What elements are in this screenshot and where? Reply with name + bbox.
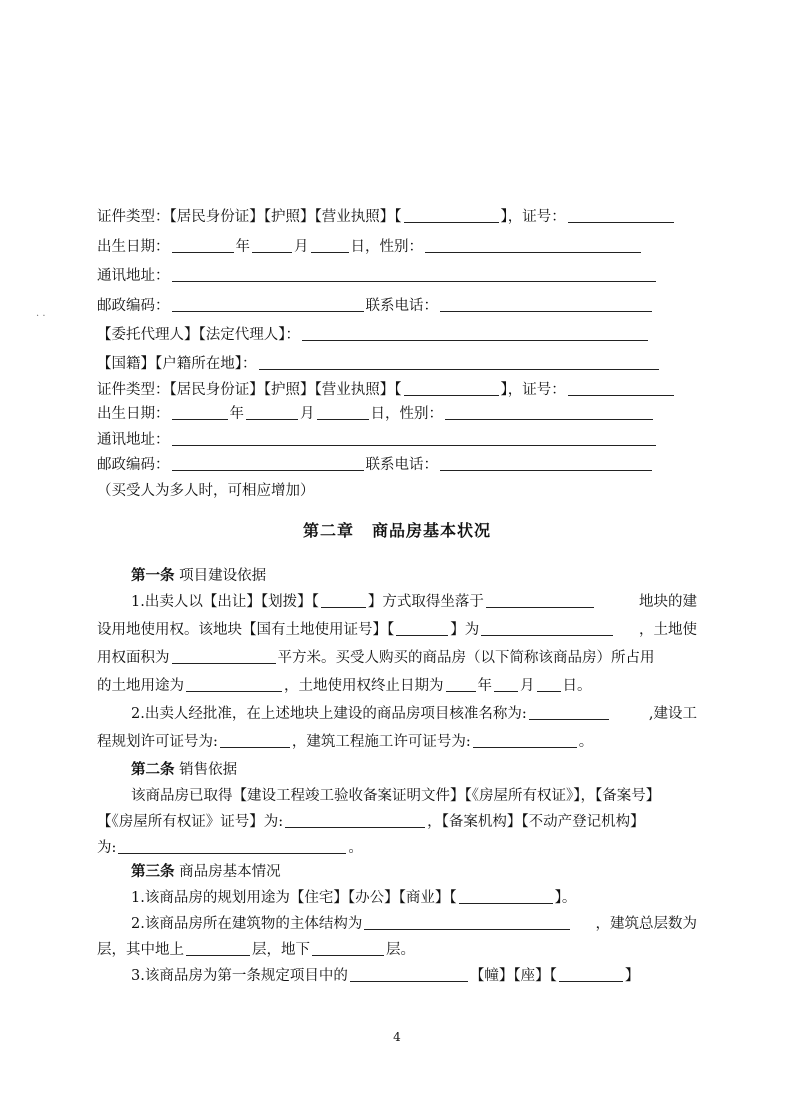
text: 】，证号： (500, 382, 566, 398)
article-3-para-2 (131, 914, 697, 934)
text: 年 (229, 406, 244, 422)
birth-date-line-1 (97, 237, 754, 257)
article-1-para-3 (97, 648, 754, 668)
blank[interactable] (396, 620, 448, 636)
text: 1.该商品房的规划用途为【住宅】【办公】【商业】【 (131, 890, 457, 906)
text: ，土地使用权终止日期为 (284, 678, 444, 694)
blank[interactable] (440, 296, 652, 312)
article-3-para-1 (131, 888, 754, 908)
blank[interactable] (252, 237, 292, 253)
text: 【幢】【座】【 (469, 968, 557, 984)
blank[interactable] (440, 455, 652, 471)
birth-date-line-2 (97, 404, 754, 424)
text: 邮政编码： (97, 298, 170, 314)
text: 层，地下 (252, 942, 310, 958)
text: 层，其中地上 (97, 942, 184, 958)
blank[interactable] (172, 296, 364, 312)
multiple-buyers-note: （买受人为多人时，可相应增加） (97, 483, 315, 499)
blank[interactable] (172, 455, 364, 471)
blank[interactable] (529, 704, 609, 720)
article-2-para-3 (97, 838, 754, 858)
blank[interactable] (425, 237, 641, 253)
blank[interactable] (172, 430, 656, 446)
blank[interactable] (118, 838, 346, 854)
text: 。 (578, 734, 594, 750)
text: 3.该商品房为第一条规定项目中的 (131, 968, 348, 984)
blank[interactable] (311, 237, 349, 253)
id-type-line-2 (97, 380, 754, 400)
id-type-line-1 (97, 207, 754, 227)
blank[interactable] (404, 207, 499, 223)
text: 年 (235, 239, 250, 255)
text: 2.该商品房所在建筑物的主体结构为 (131, 916, 363, 932)
blank[interactable] (220, 732, 290, 748)
blank[interactable] (285, 812, 425, 828)
text: 通讯地址： (97, 432, 170, 448)
text: 设用地使用权。该地块【国有土地使用证号】【 (97, 622, 395, 638)
blank[interactable] (445, 404, 653, 420)
article-1-title (131, 566, 754, 586)
text: 日。 (562, 678, 592, 694)
text: 】。 (554, 890, 577, 906)
blank[interactable] (486, 592, 594, 608)
text: ，建筑总层数为 (595, 916, 697, 932)
article-1-para-6 (97, 732, 754, 752)
blank[interactable] (186, 676, 282, 692)
article-3-para-3 (97, 940, 754, 960)
blank[interactable] (568, 207, 674, 223)
chapter-heading (0, 520, 794, 542)
article-2-title (131, 760, 754, 780)
text: 的土地用途为 (97, 678, 184, 694)
blank[interactable] (459, 888, 553, 904)
text: 程规划许可证号为: (97, 734, 218, 750)
text: 地块的建 (639, 594, 697, 610)
article-2-para-1: 该商品房已取得【建设工程竣工验收备案证明文件】【《房屋所有权证》】，【备案号】 (131, 788, 661, 804)
blank[interactable] (446, 676, 476, 692)
blank[interactable] (473, 732, 577, 748)
blank[interactable] (317, 404, 369, 420)
address-line-1 (97, 266, 754, 286)
text: 月 (300, 406, 315, 422)
text: 证件类型：【居民身份证】【护照】【营业执照】【 (97, 382, 402, 398)
text: 月 (294, 239, 309, 255)
postal-line-2 (97, 455, 754, 475)
article-number: 第三条 (131, 863, 175, 880)
text: ，【备案机构】【不动产登记机构】 (427, 814, 645, 830)
blank[interactable] (568, 380, 674, 396)
blank[interactable] (172, 648, 276, 664)
article-title: 项目建设依据 (179, 568, 267, 584)
text: 年 (477, 678, 492, 694)
text: 出生日期： (97, 239, 170, 255)
postal-line-1 (97, 296, 754, 316)
blank[interactable] (481, 620, 613, 636)
article-number: 第一条 (131, 567, 175, 584)
blank[interactable] (364, 914, 570, 930)
text: 2.出卖人经批准，在上述地块上建设的商品房项目核准名称为: (131, 706, 527, 722)
blank[interactable] (537, 676, 561, 692)
nationality-line (97, 354, 754, 374)
article-1-para-4 (97, 676, 754, 696)
blank[interactable] (559, 966, 623, 982)
article-2-para-2 (97, 812, 754, 832)
text: 。 (348, 840, 363, 856)
text: 日，性别： (350, 239, 423, 255)
text: ，土地使 (639, 622, 697, 638)
text: 1.出卖人以【出让】【划拨】【 (131, 594, 319, 610)
text: 为: (97, 840, 117, 856)
blank[interactable] (172, 266, 656, 282)
chapter-number: 第二章 (302, 521, 354, 540)
article-1-para-1 (131, 592, 697, 612)
article-3-para-4 (131, 966, 754, 986)
text: 平方米。买受人购买的商品房（以下简称该商品房）所占用 (277, 650, 655, 666)
article-1-para-2 (97, 620, 697, 640)
blank[interactable] (350, 966, 468, 982)
address-line-2 (97, 430, 754, 450)
text: 层。 (386, 942, 415, 958)
blank[interactable] (259, 354, 659, 370)
text: 邮政编码： (97, 457, 170, 473)
text: 日，性别： (370, 406, 443, 422)
text: 联系电话： (365, 457, 438, 473)
article-number: 第二条 (131, 761, 175, 778)
text: 【国籍】【户籍所在地】： (97, 356, 257, 372)
blank[interactable] (172, 237, 234, 253)
chapter-title: 商品房基本状况 (372, 521, 492, 540)
blank[interactable] (246, 404, 298, 420)
text: 证件类型：【居民身份证】【护照】【营业执照】【 (97, 209, 402, 225)
text: 】 (624, 968, 640, 984)
text: 出生日期： (97, 406, 170, 422)
article-title: 销售依据 (179, 762, 238, 778)
article-title: 商品房基本情况 (179, 864, 281, 880)
blank[interactable] (312, 940, 384, 956)
page-number: 4 (393, 1030, 401, 1044)
blank[interactable] (186, 940, 250, 956)
text: 用权面积为 (97, 650, 170, 666)
text: 联系电话： (365, 298, 438, 314)
blank[interactable] (302, 325, 648, 341)
text: 【《房屋所有权证》证号】为: (97, 814, 284, 830)
blank[interactable] (494, 676, 518, 692)
agent-line (97, 325, 754, 345)
text: 】，证号： (500, 209, 566, 225)
blank[interactable] (321, 592, 366, 608)
text: 【委托代理人】【法定代理人】： (97, 327, 300, 343)
text: 通讯地址： (97, 268, 170, 284)
blank[interactable] (404, 380, 499, 396)
text: 】为 (450, 622, 480, 638)
text: ,建设工 (648, 706, 697, 722)
text: 】方式取得坐落于 (367, 594, 484, 610)
text: ，建筑工程施工许可证号为: (291, 734, 471, 750)
scan-speck-mark: · · (36, 311, 46, 322)
text: 月 (520, 678, 535, 694)
blank[interactable] (172, 404, 228, 420)
article-1-para-5 (131, 704, 697, 724)
article-3-title (131, 862, 754, 882)
